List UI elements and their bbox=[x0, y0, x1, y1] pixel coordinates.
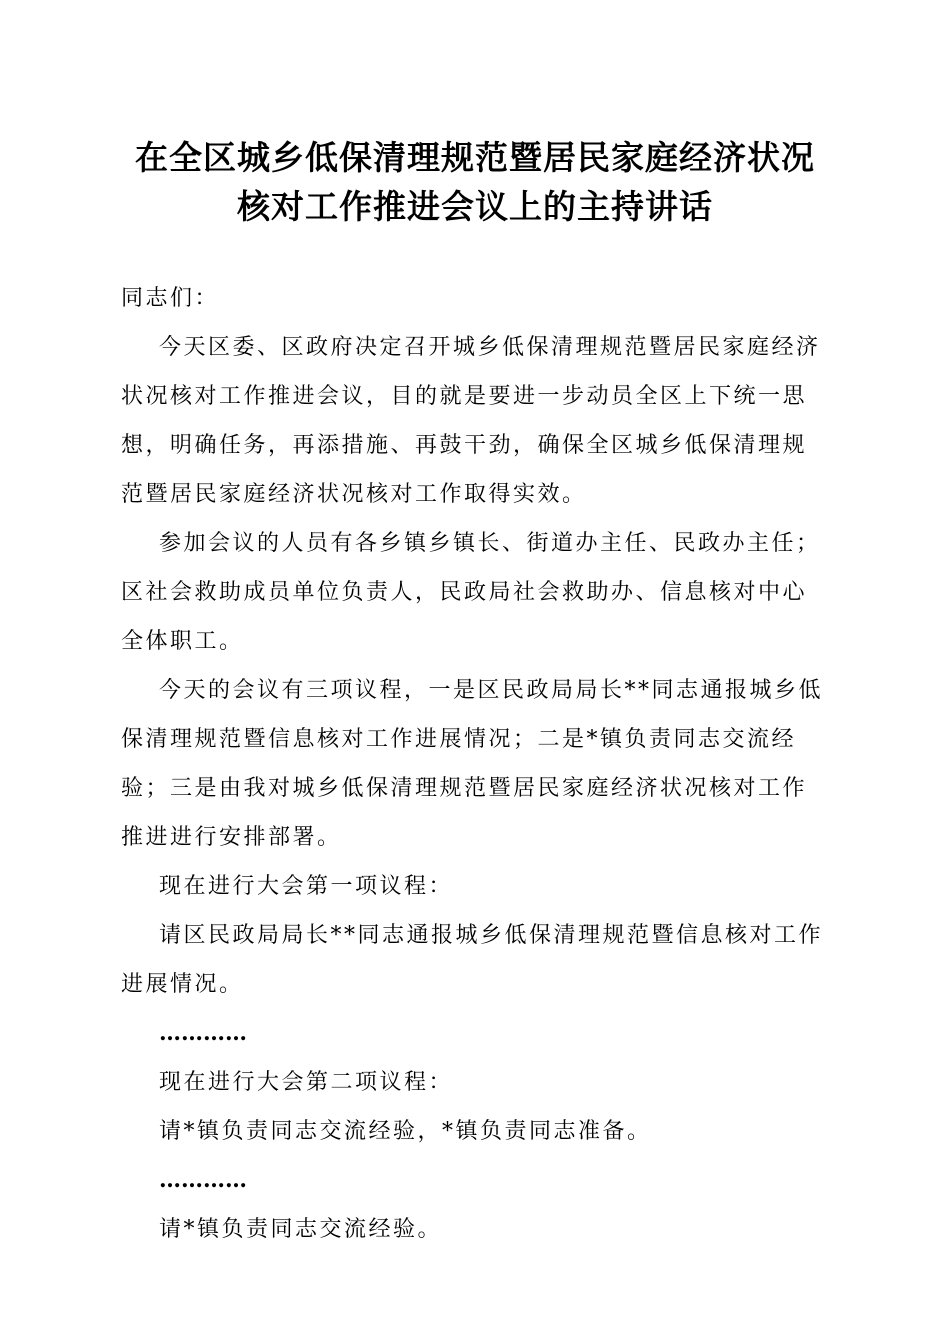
paragraph-opening: 今天区委、区政府决定召开城乡低保清理规范暨居民家庭经济状况核对工作推进会议，目的就是要进一步动员全区上下统一思想，明确任务，再添措施、再鼓干劲，确保全区城乡低保清理规范暨居民家庭经济状况核对工作取得实效。 bbox=[121, 335, 821, 507]
document-title-line-2: 核对工作推进会议上的主持讲话 bbox=[237, 187, 713, 226]
salutation: 同志们： bbox=[121, 286, 220, 311]
paragraph-item-two-request: 请*镇负责同志交流经验，*镇负责同志准备。 bbox=[159, 1119, 652, 1144]
paragraph-item-one-heading: 现在进行大会第一项议程： bbox=[159, 874, 454, 899]
paragraph-attendees: 参加会议的人员有各乡镇乡镇长、街道办主任、民政办主任；区社会救助成员单位负责人，民政局社会救助办、信息核对中心全体职工。 bbox=[121, 531, 821, 654]
ellipsis-separator: ………… bbox=[159, 1167, 247, 1193]
document-title-line-1: 在全区城乡低保清理规范暨居民家庭经济状况 bbox=[135, 138, 815, 177]
ellipsis-separator: ………… bbox=[159, 1020, 247, 1046]
document-body bbox=[121, 274, 831, 1254]
paragraph-item-one-request: 请区民政局局长**同志通报城乡低保清理规范暨信息核对工作进展情况。 bbox=[121, 923, 824, 997]
paragraph-item-two-followup: 请*镇负责同志交流经验。 bbox=[159, 1217, 443, 1242]
paragraph-item-two-heading: 现在进行大会第二项议程： bbox=[159, 1070, 454, 1095]
paragraph-agenda: 今天的会议有三项议程，一是区民政局局长**同志通报城乡低保清理规范暨信息核对工作进展情况；二是*镇负责同志交流经验；三是由我对城乡低保清理规范暨居民家庭经济状况核对工作推进进行安排部署。 bbox=[121, 678, 824, 850]
